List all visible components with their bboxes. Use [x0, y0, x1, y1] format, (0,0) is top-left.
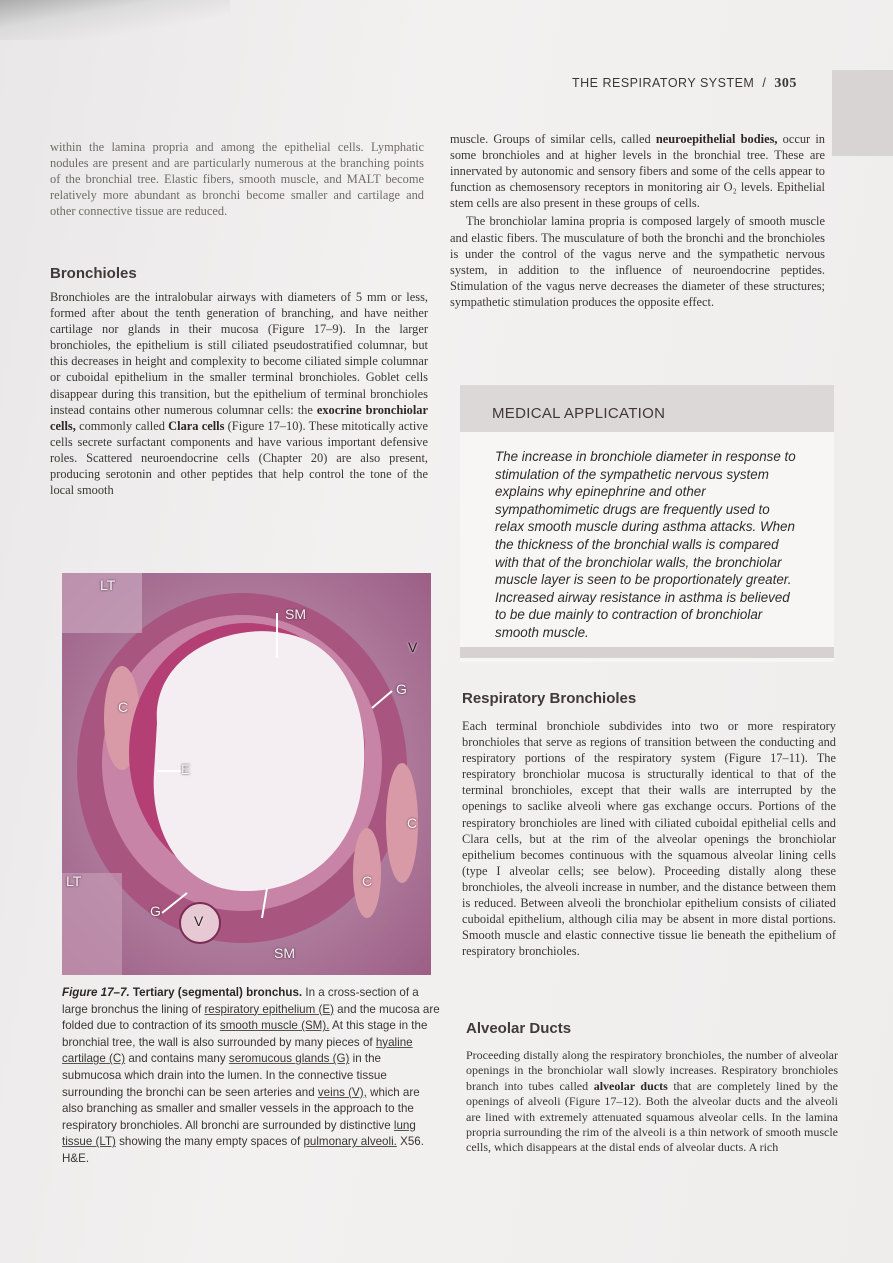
caption-term-cartilage: hyaline cartilage (C)	[62, 1035, 413, 1066]
micrograph-figure	[62, 573, 431, 975]
medical-application-text: The increase in bronchiole diameter in response to stimulation of the sympathetic nervous system explains why epinephrine and other sympathomimetic drugs are frequently used to relax smooth muscle during asthma attacks. When the thickness of the bronchial walls is compared with that of the bronchiolar walls, the bronchiolar muscle layer is seen to be proportionately greater. Increased airway resistance in asthma is believed to be due mainly to contraction of bronchiolar smooth muscle.	[495, 449, 796, 640]
running-header	[572, 76, 826, 92]
left-intro-paragraph: within the lamina propria and among the epithelial cells. Lymphatic nodules are present and are particularly numerous at the branching points of the bronchial tree. Elastic fibers, smooth muscle, and MALT become relatively more abundant as bronchi become smaller and cartilage and other connective tissue are reduced.	[50, 140, 424, 219]
term-clara-cells: Clara cells	[168, 418, 225, 433]
caption-text-4: and contains many	[125, 1052, 229, 1066]
figure-caption	[62, 985, 442, 1168]
heading-respiratory-bronchioles: Respiratory Bronchioles	[462, 690, 637, 707]
bronchioles-paragraph	[50, 289, 428, 498]
bronchioles-text-3: (Figure 17–10). These mitotically active cells secrete surfactant components and have various important defensive roles. Scattered neuroendocrine cells (Chapter 20) are also present, producing serotonin and other peptides that help control the tone of the local smooth	[50, 418, 428, 498]
label-sm-top: SM	[285, 606, 306, 622]
caption-text-2: and the mucosa are folded due to contraction of its	[62, 1002, 440, 1033]
caption-term-glands: seromucous glands (G)	[228, 1052, 350, 1066]
alveolar-ducts-paragraph	[466, 1048, 838, 1156]
medical-application-box	[460, 385, 834, 662]
neuro-text-2: occur in some bronchioles and at higher levels in the bronchial tree. These are innervated by autonomic and sensory fibers and some of the cells appear to function as chemosensory receptors in monitoring air O₂ levels. Epithelial stem cells are also present in these groups of cells.	[450, 132, 825, 211]
caption-text-3: At this stage in the bronchial tree, the wall is also surrounded by many pieces of	[62, 1019, 428, 1049]
label-sm-bottom: SM	[274, 945, 295, 961]
alveolar-text-2: that are completely lined by the openings of alveoli (Figure 17–12). Both the alveolar ducts and the alveoli are lined with extremely attenuated squamous alveolar cells. In the lamina propria surrounding the rim of the alveoli is a thin network of smooth muscle cells, which disappears at the distal ends of alveolar ducts. A rich	[466, 1078, 838, 1155]
label-c-lower: C	[362, 873, 373, 889]
medical-application-title: MEDICAL APPLICATION	[492, 405, 666, 422]
lamina-propria-paragraph: The bronchiolar lamina propria is composed largely of smooth muscle and elastic fibers. The musculature of both the bronchi and the bronchioles is under the control of the vagus nerve and the sympathetic nervous system, in addition to the influence of neuroendocrine peptides. Stimulation of the vagus nerve decreases the diameter of these structures; sympathetic stimulation produces the opposite effect.	[450, 214, 825, 309]
term-neuroepithelial-bodies: neuroepithelial bodies,	[655, 132, 778, 146]
label-c-right: C	[407, 815, 418, 831]
neuro-text-1: muscle. Groups of similar cells, called	[450, 132, 656, 146]
caption-title: Tertiary (segmental) bronchus.	[132, 986, 303, 999]
medical-application-footer-bar	[460, 647, 834, 658]
label-v-bottom: V	[194, 913, 204, 929]
label-v-top: V	[408, 639, 418, 655]
label-e: E	[181, 761, 191, 777]
right-top-text	[450, 131, 825, 310]
respiratory-bronchioles-paragraph: Each terminal bronchiole subdivides into two or more respiratory bronchioles that serve as regions of transition between the conducting and respiratory portions of the respiratory system (Figure 17–11). The respiratory bronchiolar mucosa is structurally identical to that of the terminal bronchioles, except that their walls are interrupted by the openings to saclike alveoli where gas exchange occurs. Portions of the respiratory bronchioles are lined with ciliated cuboidal epithelial cells and Clara cells, but at the rim of the alveolar openings the bronchiolar epithelium becomes continuous with the squamous alveolar lining cells (type I alveolar cells; see below). Proceeding distally along these bronchioles, the alveoli increase in number, and the distance between them is reduced. Between alveoli the bronchiolar epithelium consists of ciliated cuboidal epithelium, although cilia may be absent in more distal portions. Smooth muscle and elastic connective tissue lie beneath the epithelium of respiratory bronchioles.	[462, 719, 836, 959]
label-g-top: G	[396, 681, 407, 697]
medical-application-header	[460, 385, 834, 432]
page-number: 305	[774, 76, 797, 91]
caption-term-epithelium: respiratory epithelium (E)	[204, 1002, 334, 1016]
caption-label: Figure 17–7.	[62, 986, 130, 999]
scan-corner-shadow	[0, 0, 230, 40]
caption-text-5: in the submucosa which drain into the lumen. In the connective tissue surrounding the bronchi can be seen arteries and	[62, 1052, 387, 1099]
label-lt-top: LT	[100, 577, 116, 593]
alveolar-text-1: Proceeding distally along the respiratory bronchioles, the number of alveolar openings in the bronchiolar wall slowly increases. Respiratory bronchioles branch into tubes called	[466, 1048, 838, 1093]
term-alveolar-ducts: alveolar ducts	[593, 1078, 668, 1093]
bronchus-micrograph	[62, 573, 431, 975]
neuroepithelial-paragraph	[450, 131, 825, 211]
caption-text-1: In a cross-section of a large bronchus the lining of	[62, 986, 419, 1016]
heading-alveolar-ducts: Alveolar Ducts	[466, 1020, 572, 1037]
header-separator: /	[762, 76, 767, 90]
caption-term-lung-tissue: lung tissue (LT)	[62, 1118, 416, 1149]
bronchioles-text-2: commonly called	[75, 418, 169, 433]
label-lt-bottom: LT	[66, 873, 82, 889]
page-edge-tab	[832, 70, 893, 156]
heading-bronchioles: Bronchioles	[50, 265, 137, 282]
caption-term-veins: veins (V),	[317, 1085, 367, 1099]
bronchioles-text-1: Bronchioles are the intralobular airways with diameters of 5 mm or less, formed after about the tenth generation of branching, and have neither cartilage nor glands in their mucosa (Figure 17–9). In the larger bronchioles, the epithelium is still ciliated pseudostratified columnar, but this decreases in height and complexity to become ciliated simple columnar or cuboidal epithelium in the smaller terminal bronchioles. Goblet cells disappear during this transition, but the epithelium of terminal bronchioles instead contains other numerous columnar cells: the	[50, 290, 428, 417]
caption-text-7: showing the many empty spaces of	[115, 1135, 304, 1149]
caption-text-6: which are also branching as smaller and smaller vessels in the approach to the respiratory bronchioles. All bronchi are surrounded by distinctive	[62, 1085, 420, 1132]
term-exocrine-bronchiolar-cells: exocrine bronchiolar cells,	[50, 402, 428, 433]
caption-text-8: X56. H&E.	[62, 1135, 424, 1165]
chapter-title: THE RESPIRATORY SYSTEM	[572, 76, 755, 90]
label-g-bottom: G	[150, 903, 161, 919]
caption-term-alveoli: pulmonary alveoli.	[303, 1135, 397, 1149]
label-c-left: C	[118, 699, 129, 715]
caption-term-smooth-muscle: smooth muscle (SM).	[219, 1019, 330, 1033]
